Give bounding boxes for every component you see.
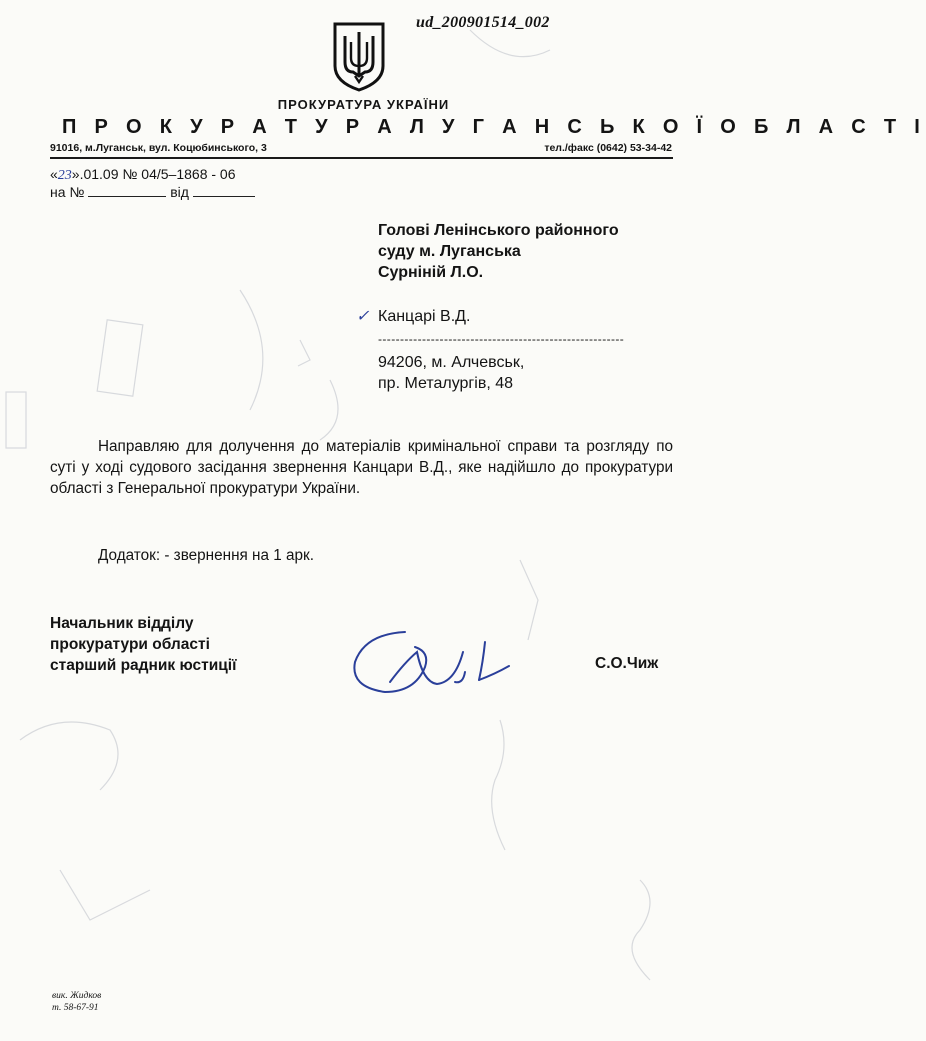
reference-number: ».01.09 № 04/5–1868 - 06	[71, 166, 236, 182]
signer-line-2: прокуратури області	[50, 636, 210, 653]
recipient-address-line-2: пр. Металургів, 48	[378, 375, 514, 392]
date-prefix: «	[50, 166, 58, 182]
document-id: ud_200901514_002	[416, 14, 550, 31]
recipient-address	[378, 352, 524, 394]
from-label: від	[170, 184, 189, 200]
executor-name: вик. Жидков	[52, 991, 102, 1001]
incoming-reference	[50, 184, 255, 200]
outgoing-reference	[50, 166, 236, 184]
executor-phone: т. 58-67-91	[52, 1003, 99, 1013]
agency-name-large: П Р О К У Р А Т У Р А Л У Г А Н С Ь К О Ї О Б Л А С Т І	[62, 116, 926, 138]
addressee-line-2: суду м. Луганська	[378, 243, 521, 260]
on-no-label: на №	[50, 184, 85, 200]
agency-name-small: ПРОКУРАТУРА УКРАЇНИ	[277, 97, 450, 112]
signer-line-1: Начальник відділу	[50, 615, 194, 632]
addressee-line-1: Голові Ленінського районного	[378, 222, 619, 239]
signer-position	[50, 613, 236, 676]
addressee-block	[378, 220, 619, 283]
from-blank	[193, 186, 255, 197]
body-paragraph: Направляю для долучення до матеріалів кримінальної справи та розгляду по суті у ході судового засідання звернення Канцари В.Д., яке надійшло до прокуратури області з Генеральної прокуратури України.	[50, 438, 673, 497]
check-mark: ✓	[356, 308, 370, 325]
header-rule	[50, 157, 673, 159]
executor-note	[52, 990, 101, 1014]
handwritten-day: 23	[57, 168, 72, 183]
addressee-line-3: Сурніній Л.О.	[378, 264, 484, 281]
signer-name: С.О.Чиж	[595, 655, 659, 672]
agency-phone: тел./факс (0642) 53-34-42	[544, 142, 672, 154]
attachment-note: Додаток: - звернення на 1 арк.	[98, 547, 314, 564]
recipient-address-line-1: 94206, м. Алчевськ,	[378, 354, 525, 371]
handwritten-signature	[345, 622, 515, 712]
trident-coat-of-arms-icon	[331, 22, 387, 92]
signer-line-3: старший радник юстиції	[50, 657, 237, 674]
recipient-name: Канцарі В.Д.	[378, 308, 471, 325]
on-no-blank	[88, 186, 166, 197]
agency-address: 91016, м.Луганськ, вул. Коцюбинського, 3	[50, 142, 267, 154]
recipient-separator: --------------------------------------------------------	[378, 332, 625, 346]
